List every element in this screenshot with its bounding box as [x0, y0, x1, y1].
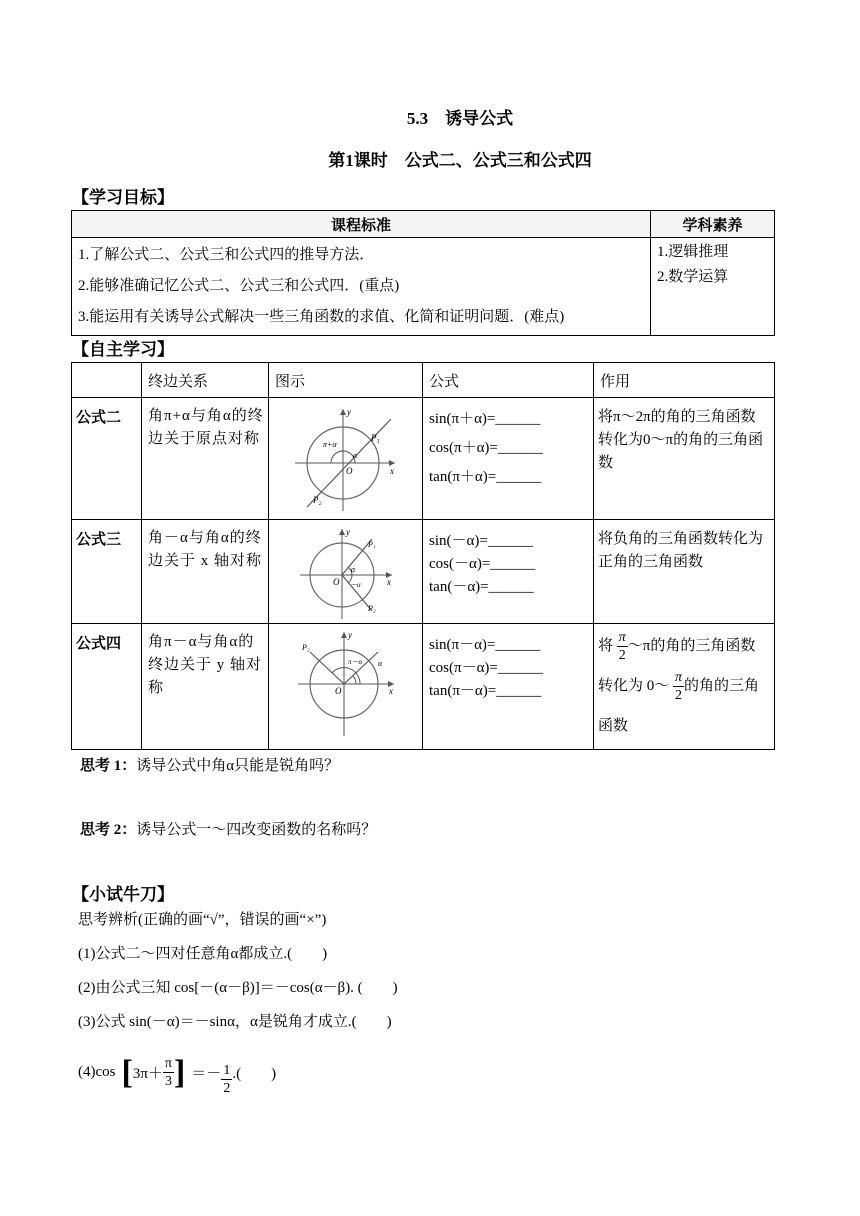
- row-name: 公式三: [72, 520, 142, 624]
- formula-line: tan(π＋α)=______: [429, 469, 542, 485]
- left-bracket: [: [121, 1053, 133, 1091]
- svg-text:π+α: π+α: [322, 440, 337, 449]
- use-text: ～π的角的三角函数转化为 0～: [598, 638, 756, 694]
- formula-line: cos(π＋α)=______: [429, 440, 543, 456]
- svg-text:α: α: [352, 451, 357, 460]
- svg-text:α: α: [350, 565, 355, 574]
- use-cell: [594, 624, 775, 750]
- fraction-pi-over-2: $\frac{\pi}{2}$: [675, 670, 683, 704]
- formula-cell: [423, 624, 594, 750]
- fraction-pi-over-2: $\frac{\pi}{2}$: [618, 630, 626, 664]
- goals-col-literacy: 学科素养: [651, 211, 775, 238]
- svg-text:P₂: P₂: [312, 495, 322, 505]
- formula-line: sin(－α)=______: [429, 533, 533, 549]
- literacy-item: 2.数学运算: [657, 269, 729, 285]
- formula-line: cos(－α)=______: [429, 556, 536, 572]
- standard-item: 3.能运用有关诱导公式解决一些三角函数的求值、化简和证明问题．(难点): [78, 309, 565, 325]
- try-heading: 【小试牛刀】: [72, 885, 174, 904]
- fraction-pi-over-3: $\frac{\pi}{3}$: [164, 1056, 172, 1089]
- svg-text:O: O: [332, 577, 339, 587]
- svg-text:P₁: P₁: [367, 540, 376, 549]
- fraction-one-half: $\frac{1}{2}$: [223, 1063, 231, 1096]
- standards-cell: [72, 238, 651, 336]
- svg-text:O: O: [345, 466, 352, 476]
- question-1: (1)公式二～四对任意角α都成立.( ): [78, 946, 328, 962]
- formula-table: [71, 362, 775, 750]
- right-bracket: ]: [173, 1053, 186, 1091]
- formula-cell: [423, 520, 594, 624]
- question-3: (3)公式 sin(－α)＝－sinα，α是锐角才成立.( ): [78, 1014, 392, 1030]
- use-cell: 将负角的三角函数转化为正角的三角函数: [594, 520, 775, 624]
- formula-line: tan(－α)=______: [429, 579, 534, 595]
- svg-text:P₁: P₁: [370, 433, 380, 443]
- use-text: 将: [598, 638, 614, 654]
- think-label: 思考 2：: [80, 822, 137, 838]
- svg-text:x: x: [389, 466, 394, 476]
- q4-post: .( ): [232, 1066, 277, 1082]
- header-use: 作用: [594, 363, 775, 398]
- unit-circle-diagram: [269, 624, 423, 750]
- q4-prefix: (4)cos: [78, 1064, 116, 1080]
- study-heading: 【自主学习】: [72, 340, 174, 359]
- goals-table: [71, 210, 775, 336]
- standard-item: 2.能够准确记忆公式二、公式三和公式四．(重点): [78, 278, 400, 294]
- try-intro: 思考辨析(正确的画“√”，错误的画“×”): [78, 912, 327, 928]
- terminal-relation: 角－α与角α的终边关于 x 轴对称: [142, 520, 269, 624]
- think-2: [80, 818, 376, 839]
- svg-text:y: y: [345, 527, 350, 537]
- formula-cell: [423, 398, 594, 520]
- header-diagram: 图示: [269, 363, 423, 398]
- q4-equals: ＝－: [191, 1066, 222, 1082]
- formula3-diagram: [296, 525, 396, 621]
- lesson-title: 第1课时 公式二、公式三和公式四: [328, 151, 592, 170]
- use-text: 的角的三角函数: [598, 678, 760, 734]
- q4-inner: 3π＋: [132, 1066, 163, 1082]
- svg-text:y: y: [347, 630, 352, 640]
- svg-text:O: O: [334, 686, 341, 696]
- question-2: (2)由公式三知 cos[－(α－β)]＝－cos(α－β). ( ): [78, 980, 398, 996]
- unit-circle-diagram: [269, 520, 423, 624]
- formula-line: cos(π－α)=______: [429, 660, 543, 676]
- think-1: [80, 754, 339, 775]
- goals-col-standards: 课程标准: [72, 211, 651, 238]
- svg-text:π－α: π－α: [347, 658, 362, 666]
- svg-text:α: α: [377, 659, 382, 668]
- unit-circle-diagram: [269, 398, 423, 520]
- terminal-relation: 角π+α与角α的终边关于原点对称: [142, 398, 269, 520]
- think-text: 诱导公式一～四改变函数的名称吗？: [136, 822, 377, 838]
- svg-text:P₂: P₂: [367, 604, 376, 613]
- formula4-diagram: [294, 628, 398, 738]
- header-formula: 公式: [423, 363, 594, 398]
- formula-line: tan(π－α)=______: [429, 683, 542, 699]
- svg-text:－α: －α: [349, 581, 361, 589]
- think-text: 诱导公式中角α只能是锐角吗？: [136, 758, 340, 774]
- think-label: 思考 1：: [80, 758, 137, 774]
- use-cell: 将π～2π的角的三角函数转化为0～π的角的三角函数: [594, 398, 775, 520]
- standard-item: 1.了解公式二、公式三和公式四的推导方法．: [78, 247, 375, 263]
- formula-line: sin(π＋α)=______: [429, 411, 541, 427]
- svg-text:x: x: [386, 577, 391, 587]
- row-name: 公式四: [72, 624, 142, 750]
- row-name: 公式二: [72, 398, 142, 520]
- svg-text:y: y: [346, 407, 351, 417]
- header-blank: [72, 363, 142, 398]
- formula-line: sin(π－α)=______: [429, 637, 541, 653]
- terminal-relation: 角π－α与角α的终边关于 y 轴对称: [142, 624, 269, 750]
- svg-text:x: x: [388, 686, 393, 696]
- goals-heading: 【学习目标】: [72, 188, 174, 207]
- svg-text:P₂: P₂: [301, 643, 310, 652]
- section-title: 5.3 诱导公式: [406, 109, 514, 128]
- formula2-diagram: [287, 403, 405, 515]
- header-relation: 终边关系: [142, 363, 269, 398]
- literacy-cell: [651, 238, 775, 336]
- question-4: [78, 1048, 276, 1097]
- literacy-item: 1.逻辑推理: [657, 244, 729, 260]
